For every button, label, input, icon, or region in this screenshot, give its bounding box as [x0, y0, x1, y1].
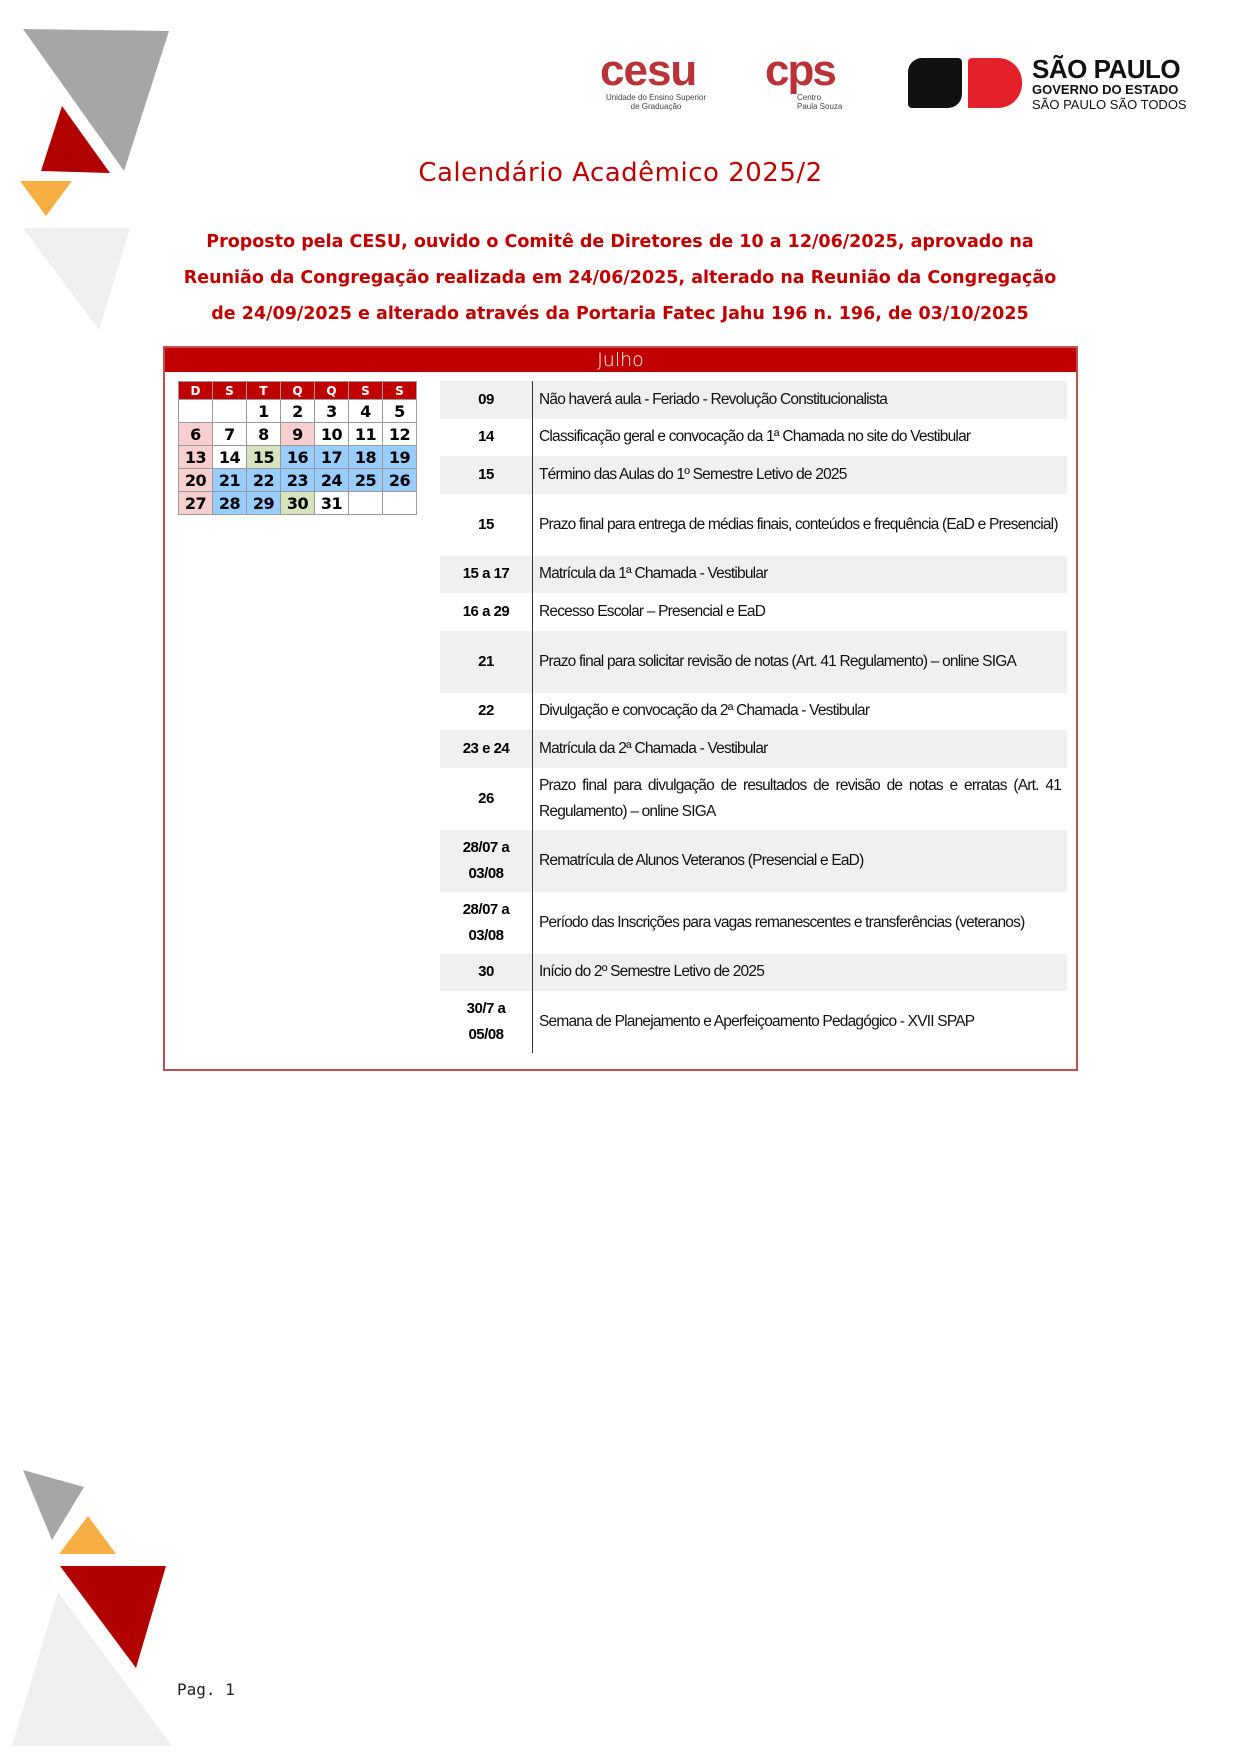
page-number: Pag. 1 [177, 1680, 235, 1699]
sp-s-mark-icon [908, 58, 962, 108]
calendar-day: 8 [247, 423, 281, 446]
event-date: 14 [440, 419, 533, 457]
cps-subtitle [797, 93, 842, 111]
calendar-day: 11 [349, 423, 383, 446]
cps-subtitle-line1: Centro [797, 93, 822, 102]
calendar-day: 29 [247, 492, 281, 515]
calendar-day: 15 [247, 446, 281, 469]
calendar-day: 27 [179, 492, 213, 515]
event-row [440, 556, 1067, 594]
calendar-day: 14 [213, 446, 247, 469]
calendar-day: 22 [247, 469, 281, 492]
calendar-weekday-row [179, 382, 417, 400]
cesu-subtitle-line2: de Graduação [630, 102, 682, 111]
event-date: 15 a 17 [440, 556, 533, 594]
event-date: 26 [440, 768, 533, 830]
calendar-day: 21 [213, 469, 247, 492]
event-date: 15 [440, 494, 533, 556]
event-row [440, 768, 1067, 830]
event-description: Prazo final para divulgação de resultados de revisão de notas e erratas (Art. 41 Regulamento) – online SIGA [539, 776, 1061, 820]
cesu-logo [600, 46, 712, 115]
event-description: Rematrícula de Alunos Veteranos (Presencial e EaD) [533, 830, 1068, 892]
event-description: Prazo final para entrega de médias finais, conteúdos e frequência (EaD e Presencial) [539, 515, 1058, 533]
event-date: 30/7 a 05/08 [440, 991, 533, 1053]
calendar-day: 5 [383, 400, 417, 423]
event-description: Divulgação e convocação da 2ª Chamada - Vestibular [539, 702, 870, 720]
calendar-day: 12 [383, 423, 417, 446]
weekday-header: Q [281, 382, 315, 400]
calendar-day: 4 [349, 400, 383, 423]
calendar-day: 3 [315, 400, 349, 423]
gray-triangle-icon [23, 1470, 84, 1540]
event-date: 16 a 29 [440, 593, 533, 631]
cps-wordmark: cps [765, 46, 835, 95]
event-date: 30 [440, 954, 533, 992]
event-description: Classificação geral e convocação da 1ª Chamada no site do Vestibular [539, 428, 971, 446]
event-row [440, 730, 1067, 768]
weekday-header: S [383, 382, 417, 400]
calendar-day: 30 [281, 492, 315, 515]
calendar-week-row [179, 446, 417, 469]
event-description: Matrícula da 2ª Chamada - Vestibular [533, 730, 1068, 768]
weekday-header: Q [315, 382, 349, 400]
event-date: 09 [440, 381, 533, 419]
calendar-week-row [179, 469, 417, 492]
decorative-triangles-bottom [0, 1430, 260, 1755]
calendar-day: 13 [179, 446, 213, 469]
events-table [440, 381, 1067, 1053]
event-row [440, 494, 1067, 556]
calendar-day: 16 [281, 446, 315, 469]
calendar-day: 6 [179, 423, 213, 446]
calendar-day: 10 [315, 423, 349, 446]
event-row [440, 381, 1067, 419]
event-row [440, 419, 1067, 457]
event-date: 21 [440, 631, 533, 693]
weekday-header: S [349, 382, 383, 400]
mini-calendar [178, 381, 417, 515]
calendar-empty-cell [349, 492, 383, 515]
calendar-empty-cell [383, 492, 417, 515]
sp-logo-line1: SÃO PAULO [1032, 54, 1181, 84]
event-description: Recesso Escolar – Presencial e EaD [539, 602, 766, 620]
event-description: Matrícula da 1ª Chamada - Vestibular [533, 556, 1068, 594]
orange-triangle-icon [59, 1516, 116, 1554]
month-header: Julho [165, 348, 1076, 372]
event-description: Semana de Planejamento e Aperfeiçoamento Pedagógico - XVII SPAP [539, 1013, 975, 1030]
cps-logo [765, 46, 855, 115]
event-row [440, 954, 1067, 992]
calendar-day: 31 [315, 492, 349, 515]
cps-subtitle-line2: Paula Souza [797, 102, 843, 111]
calendar-day: 1 [247, 400, 281, 423]
calendar-day: 17 [315, 446, 349, 469]
light-gray-triangle-icon [23, 228, 130, 330]
sao-paulo-government-logo [908, 56, 1193, 116]
calendar-week-row [179, 492, 417, 515]
page-subtitle: Proposto pela CESU, ouvido o Comitê de Diretores de 10 a 12/06/2025, aprovado na Reunião da Congregação realizada em 24/06/2025, alterado na Reunião da Congregação de 24/09/2025 e alterado através da Portaria Fatec Jahu 196 n. 196, de 03/10/2025 [183, 232, 1057, 324]
sp-p-mark-icon [968, 58, 1022, 108]
event-date: 22 [440, 693, 533, 731]
calendar-day: 28 [213, 492, 247, 515]
event-row [440, 693, 1067, 731]
calendar-day: 24 [315, 469, 349, 492]
event-date: 28/07 a 03/08 [440, 892, 533, 954]
event-row [440, 456, 1067, 494]
calendar-day: 7 [213, 423, 247, 446]
calendar-empty-cell [179, 400, 213, 423]
gray-triangle-icon [23, 29, 169, 171]
calendar-day: 23 [281, 469, 315, 492]
event-description: Não haverá aula - Feriado - Revolução Constitucionalista [533, 381, 1068, 419]
page-title: Calendário Acadêmico 2025/2 [418, 158, 823, 188]
event-description: Início do 2º Semestre Letivo de 2025 [533, 954, 1068, 992]
event-date: 28/07 a 03/08 [440, 830, 533, 892]
calendar-day: 25 [349, 469, 383, 492]
weekday-header: D [179, 382, 213, 400]
event-row [440, 892, 1067, 954]
event-date: 15 [440, 456, 533, 494]
calendar-day: 18 [349, 446, 383, 469]
event-description: Prazo final para solicitar revisão de notas (Art. 41 Regulamento) – online SIGA [533, 631, 1068, 693]
calendar-day: 9 [281, 423, 315, 446]
event-row [440, 593, 1067, 631]
weekday-header: S [213, 382, 247, 400]
event-description: Período das Inscrições para vagas remanescentes e transferências (veteranos) [539, 913, 1025, 931]
calendar-week-row [179, 400, 417, 423]
weekday-header: T [247, 382, 281, 400]
sp-logo-text [1032, 56, 1187, 112]
cesu-subtitle-line1: Unidade do Ensino Superior [605, 93, 707, 102]
sp-logo-line2: GOVERNO DO ESTADO [1032, 82, 1179, 97]
calendar-empty-cell [213, 400, 247, 423]
calendar-day: 2 [281, 400, 315, 423]
cesu-subtitle [600, 93, 712, 111]
event-row [440, 991, 1067, 1053]
calendar-day: 20 [179, 469, 213, 492]
calendar-day: 19 [383, 446, 417, 469]
calendar-day: 26 [383, 469, 417, 492]
event-description: Término das Aulas do 1º Semestre Letivo de 2025 [533, 456, 1068, 494]
sp-logo-line3: SÃO PAULO SÃO TODOS [1032, 97, 1187, 112]
calendar-week-row [179, 423, 417, 446]
event-row [440, 830, 1067, 892]
cesu-wordmark: cesu [600, 46, 697, 95]
event-row [440, 631, 1067, 693]
event-date: 23 e 24 [440, 730, 533, 768]
